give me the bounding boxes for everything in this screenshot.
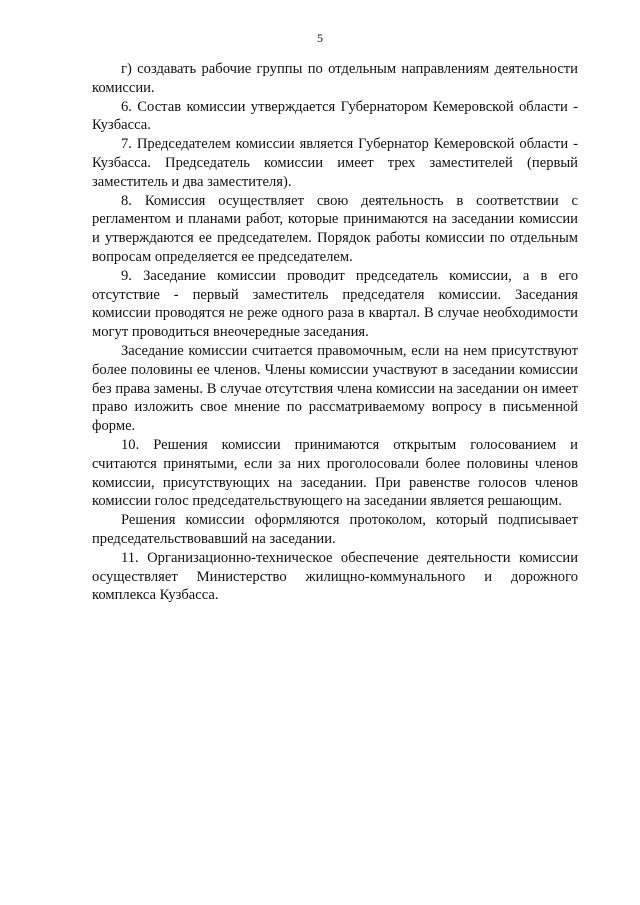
paragraph-item-10: 10. Решения комиссии принимаются открытым голосованием и считаются принятыми, если за них проголосовали более половины членов комиссии, присутствующих на заседании. При равенстве голосов членов комиссии голос председательствующего на заседании является решающим. (92, 436, 578, 510)
document-body (92, 60, 578, 605)
page-number: 5 (317, 31, 323, 45)
paragraph-item-7: 7. Председателем комиссии является Губернатор Кемеровской области - Кузбасса. Председатель комиссии имеет трех заместителей (первый заместитель и два заместителя). (92, 136, 578, 190)
paragraph-item-8: 8. Комиссия осуществляет свою деятельность в соответствии с регламентом и планами работ, которые принимаются на заседании комиссии и утверждаются ее председателем. Порядок работы комиссии по отдельным вопросам определяется ее председателем. (92, 192, 578, 265)
paragraph-quorum: Заседание комиссии считается правомочным, если на нем присутствуют более половины ее членов. Члены комиссии участвуют в заседании комиссии без права замены. В случае отсутствия члена комиссии на заседании он имеет право изложить свое мнение по рассматриваемому вопросу в письменной форме. (92, 342, 578, 435)
paragraph-protocol: Решения комиссии оформляются протоколом, который подписывает председательствовавший на заседании. (92, 512, 578, 547)
paragraph-item-9: 9. Заседание комиссии проводит председатель комиссии, а в его отсутствие - первый заместитель председателя комиссии. Заседания комиссии проводятся не реже одного раза в квартал. В случае необходимости могут проводиться внеочередные заседания. (92, 267, 578, 341)
paragraph-subitem-g: г) создавать рабочие группы по отдельным направлениям деятельности комиссии. (92, 61, 578, 96)
paragraph-item-11: 11. Организационно-техническое обеспечение деятельности комиссии осуществляет Министерство жилищно-коммунального и дорожного комплекса Кузбасса. (92, 549, 578, 604)
paragraph-item-6: 6. Состав комиссии утверждается Губернатором Кемеровской области - Кузбасса. (92, 98, 578, 134)
